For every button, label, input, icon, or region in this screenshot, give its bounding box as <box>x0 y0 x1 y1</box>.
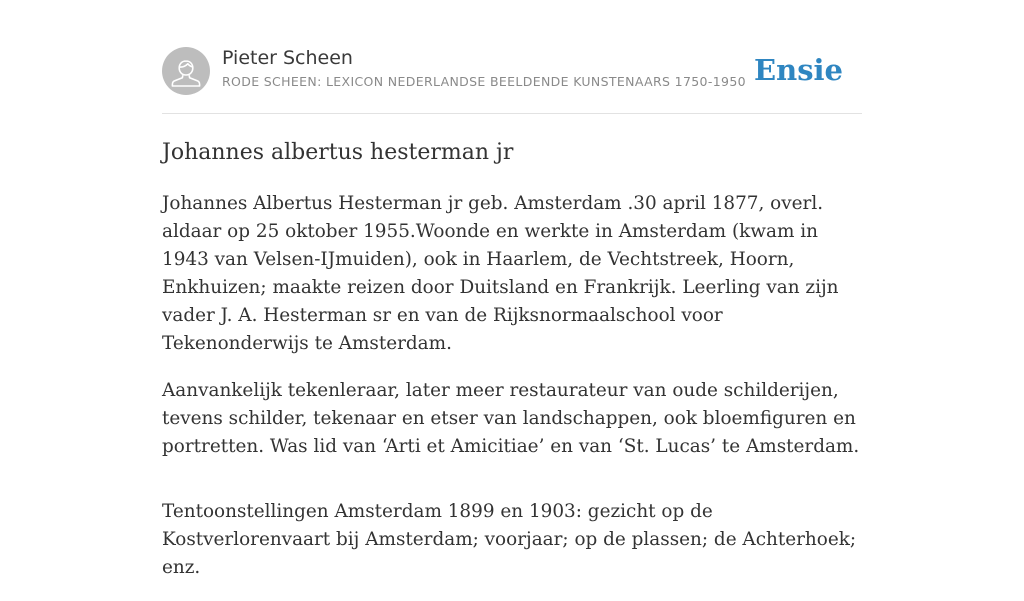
author-avatar[interactable] <box>162 47 210 95</box>
author-name[interactable]: Pieter Scheen <box>222 47 353 69</box>
paragraph: Aanvankelijk tekenleraar, later meer restaurateur van oude schilderijen, tevens schilder, tekenaar en etser van landschappen, ook bloemfiguren en portretten. Was lid van ‘Arti et Amicitiae’ en van ‘St. Lucas’ te Amsterdam. <box>162 380 860 457</box>
paragraph: Johannes Albertus Hesterman jr geb. Amsterdam .30 april 1877, overl. aldaar op 25 oktober 1955.Woonde en werkte in Amsterdam (kwam in 1943 van Velsen-IJmuiden), ook in Haarlem, de Vechtstreek, Hoorn, Enkhuizen; maakte reizen door Duitsland en Frankrijk. Leerling van zijn vader J. A. Hesterman sr en van de Rijksnormaalschool voor Tekenonderwijs te Amsterdam. <box>162 193 839 354</box>
user-silhouette-icon <box>162 47 210 95</box>
source-title[interactable]: RODE SCHEEN: LEXICON NEDERLANDSE BEELDENDE KUNSTENAARS 1750-1950 <box>222 74 746 89</box>
paragraph: Tentoonstellingen Amsterdam 1899 en 1903: gezicht op de Kostverlorenvaart bij Amsterdam; voorjaar; op de plassen; de Achterhoek; enz. <box>162 501 857 578</box>
header-divider <box>162 113 862 114</box>
ensie-logo[interactable]: Ensie <box>754 53 843 87</box>
article-header <box>162 46 862 96</box>
article-body <box>162 190 862 601</box>
article-title: Johannes albertus hesterman jr <box>162 140 514 165</box>
